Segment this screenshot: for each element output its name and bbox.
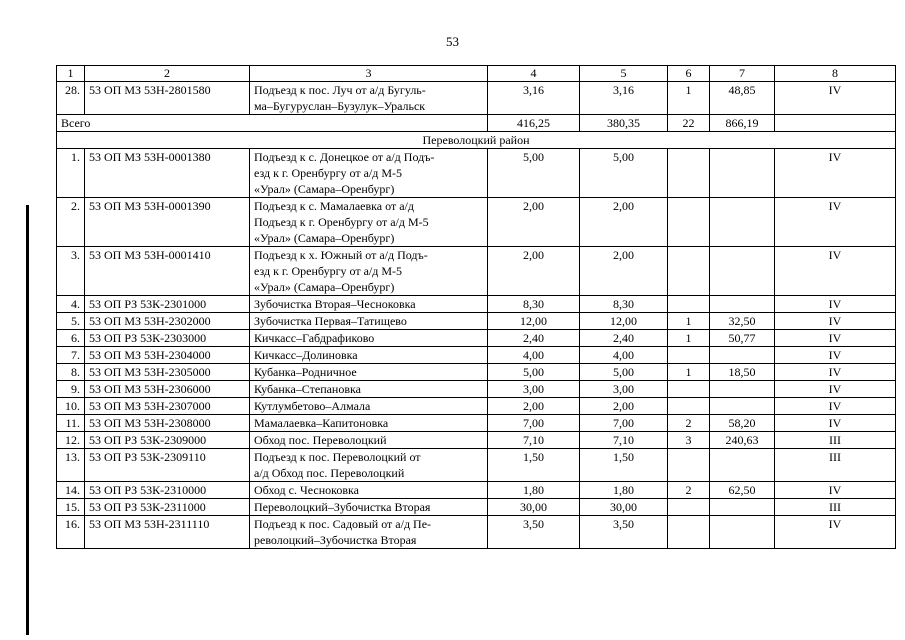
road-category: III [775,499,896,516]
row-number: 8. [57,364,85,381]
road-category: IV [775,247,896,296]
bridge-length [710,381,775,398]
length-total: 2,00 [488,398,580,415]
road-category: IV [775,482,896,499]
road-category: IV [775,149,896,198]
row-number: 15. [57,499,85,516]
length-total: 12,00 [488,313,580,330]
bridge-count [668,198,710,247]
bridge-length [710,149,775,198]
bridge-length [710,499,775,516]
length-total: 5,00 [488,364,580,381]
length-hard: 3,50 [580,516,668,549]
row-number: 28. [57,82,85,115]
table-row [57,313,896,330]
row-number: 6. [57,330,85,347]
column-header: 1 [57,66,85,82]
table-row [57,449,896,482]
road-code: 53 ОП РЗ 53К-2310000 [85,482,250,499]
length-total: 7,10 [488,432,580,449]
bridge-count: 1 [668,330,710,347]
table-row [57,330,896,347]
length-hard: 2,40 [580,330,668,347]
length-hard: 1,80 [580,482,668,499]
table-row [57,499,896,516]
length-total: 1,80 [488,482,580,499]
road-category: IV [775,415,896,432]
total-bridge-length: 866,19 [710,115,775,132]
road-name: Подъезд к пос. Переволоцкий от а/д Обход пос. Переволоцкий [250,449,488,482]
length-hard: 2,00 [580,198,668,247]
length-hard: 30,00 [580,499,668,516]
bridge-length: 58,20 [710,415,775,432]
road-category: III [775,432,896,449]
road-category: IV [775,296,896,313]
road-name: Мамалаевка–Капитоновка [250,415,488,432]
road-code: 53 ОП РЗ 53К-2309000 [85,432,250,449]
bridge-length: 18,50 [710,364,775,381]
table-row [57,398,896,415]
row-number: 5. [57,313,85,330]
bridge-length: 62,50 [710,482,775,499]
column-header: 7 [710,66,775,82]
row-number: 4. [57,296,85,313]
bridge-length [710,198,775,247]
road-code: 53 ОП РЗ 53К-2303000 [85,330,250,347]
length-total: 3,16 [488,82,580,115]
road-code: 53 ОП МЗ 53Н-2307000 [85,398,250,415]
bridge-length [710,296,775,313]
table-row [57,347,896,364]
length-total: 3,00 [488,381,580,398]
road-name: Зубочистка Первая–Татищево [250,313,488,330]
length-total: 2,00 [488,198,580,247]
bridge-length [710,516,775,549]
bridge-count [668,149,710,198]
length-hard: 7,10 [580,432,668,449]
length-hard: 12,00 [580,313,668,330]
length-total: 5,00 [488,149,580,198]
column-header: 4 [488,66,580,82]
table-row [57,415,896,432]
length-total: 30,00 [488,499,580,516]
length-hard: 3,00 [580,381,668,398]
length-hard: 4,00 [580,347,668,364]
table-row [57,247,896,296]
length-total: 7,00 [488,415,580,432]
bridge-count [668,449,710,482]
bridge-count: 3 [668,432,710,449]
section-row [57,132,896,149]
road-category: IV [775,364,896,381]
road-code: 53 ОП МЗ 53Н-0001380 [85,149,250,198]
road-name: Обход пос. Переволоцкий [250,432,488,449]
bridge-length [710,347,775,364]
length-total: 1,50 [488,449,580,482]
bridge-length: 32,50 [710,313,775,330]
row-number: 13. [57,449,85,482]
bridge-count: 2 [668,482,710,499]
length-hard: 5,00 [580,149,668,198]
road-code: 53 ОП МЗ 53Н-2311110 [85,516,250,549]
road-category: IV [775,381,896,398]
road-category: IV [775,330,896,347]
column-header: 3 [250,66,488,82]
bridge-length: 48,85 [710,82,775,115]
length-hard: 1,50 [580,449,668,482]
header-row [57,66,896,82]
row-number: 12. [57,432,85,449]
bridge-count [668,398,710,415]
table-row [57,198,896,247]
length-hard: 5,00 [580,364,668,381]
road-code: 53 ОП РЗ 53К-2311000 [85,499,250,516]
total-label: Всего [57,115,488,132]
table-row [57,364,896,381]
bridge-count [668,516,710,549]
road-name: Подъезд к пос. Луч от а/д Бугуль- ма–Бугуруслан–Бузулук–Уральск [250,82,488,115]
row-number: 14. [57,482,85,499]
section-title: Переволоцкий район [57,132,896,149]
row-number: 10. [57,398,85,415]
bridge-count [668,247,710,296]
bridge-count [668,499,710,516]
column-header: 2 [85,66,250,82]
table-row [57,82,896,115]
bridge-length [710,449,775,482]
length-hard: 3,16 [580,82,668,115]
length-hard: 2,00 [580,247,668,296]
table-row [57,381,896,398]
bridge-count [668,296,710,313]
total-length-hard: 380,35 [580,115,668,132]
total-category [775,115,896,132]
length-hard: 7,00 [580,415,668,432]
column-header: 6 [668,66,710,82]
road-code: 53 ОП МЗ 53Н-2305000 [85,364,250,381]
road-name: Кубанка–Родничное [250,364,488,381]
length-hard: 2,00 [580,398,668,415]
road-code: 53 ОП РЗ 53К-2309110 [85,449,250,482]
bridge-length [710,398,775,415]
length-total: 4,00 [488,347,580,364]
road-category: IV [775,516,896,549]
bridge-length: 50,77 [710,330,775,347]
length-total: 2,40 [488,330,580,347]
road-category: IV [775,82,896,115]
length-total: 2,00 [488,247,580,296]
road-category: IV [775,313,896,330]
length-total: 3,50 [488,516,580,549]
length-hard: 8,30 [580,296,668,313]
road-name: Кичкасс–Габдрафиково [250,330,488,347]
bridge-length [710,247,775,296]
road-name: Зубочистка Вторая–Чесноковка [250,296,488,313]
road-name: Переволоцкий–Зубочистка Вторая [250,499,488,516]
bridge-length: 240,63 [710,432,775,449]
row-number: 9. [57,381,85,398]
road-code: 53 ОП МЗ 53Н-0001390 [85,198,250,247]
column-header: 8 [775,66,896,82]
road-code: 53 ОП МЗ 53Н-2304000 [85,347,250,364]
road-name: Кубанка–Степановка [250,381,488,398]
row-number: 2. [57,198,85,247]
bridge-count: 1 [668,364,710,381]
road-category: III [775,449,896,482]
bridge-count: 1 [668,82,710,115]
road-name: Подъезд к с. Донецкое от а/д Подъ- езд к г. Оренбургу от а/д М-5 «Урал» (Самара–Оренбург) [250,149,488,198]
table-row [57,432,896,449]
bridge-count: 2 [668,415,710,432]
road-code: 53 ОП МЗ 53Н-0001410 [85,247,250,296]
table-row [57,296,896,313]
bridge-count: 1 [668,313,710,330]
column-header: 5 [580,66,668,82]
row-number: 7. [57,347,85,364]
road-name: Подъезд к пос. Садовый от а/д Пе- револоцкий–Зубочистка Вторая [250,516,488,549]
margin-line [26,205,29,635]
road-category: IV [775,398,896,415]
row-number: 11. [57,415,85,432]
roads-table [56,65,896,549]
total-length: 416,25 [488,115,580,132]
road-name: Обход с. Чесноковка [250,482,488,499]
length-total: 8,30 [488,296,580,313]
page-number: 53 [446,34,459,49]
bridge-count [668,381,710,398]
row-number: 1. [57,149,85,198]
road-name: Кичкасс–Долиновка [250,347,488,364]
road-code: 53 ОП МЗ 53Н-2801580 [85,82,250,115]
road-code: 53 ОП МЗ 53Н-2308000 [85,415,250,432]
total-row [57,115,896,132]
table-row [57,516,896,549]
road-name: Подъезд к х. Южный от а/д Подъ- езд к г. Оренбургу от а/д М-5 «Урал» (Самара–Оренбург) [250,247,488,296]
table-row [57,482,896,499]
road-name: Кутлумбетово–Алмала [250,398,488,415]
row-number: 3. [57,247,85,296]
road-code: 53 ОП РЗ 53К-2301000 [85,296,250,313]
bridge-count [668,347,710,364]
road-category: IV [775,198,896,247]
road-category: IV [775,347,896,364]
table-row [57,149,896,198]
total-bridge-count: 22 [668,115,710,132]
road-name: Подъезд к с. Мамалаевка от а/д Подъезд к г. Оренбургу от а/д М-5 «Урал» (Самара–Оренбург) [250,198,488,247]
road-code: 53 ОП МЗ 53Н-2306000 [85,381,250,398]
row-number: 16. [57,516,85,549]
road-code: 53 ОП МЗ 53Н-2302000 [85,313,250,330]
